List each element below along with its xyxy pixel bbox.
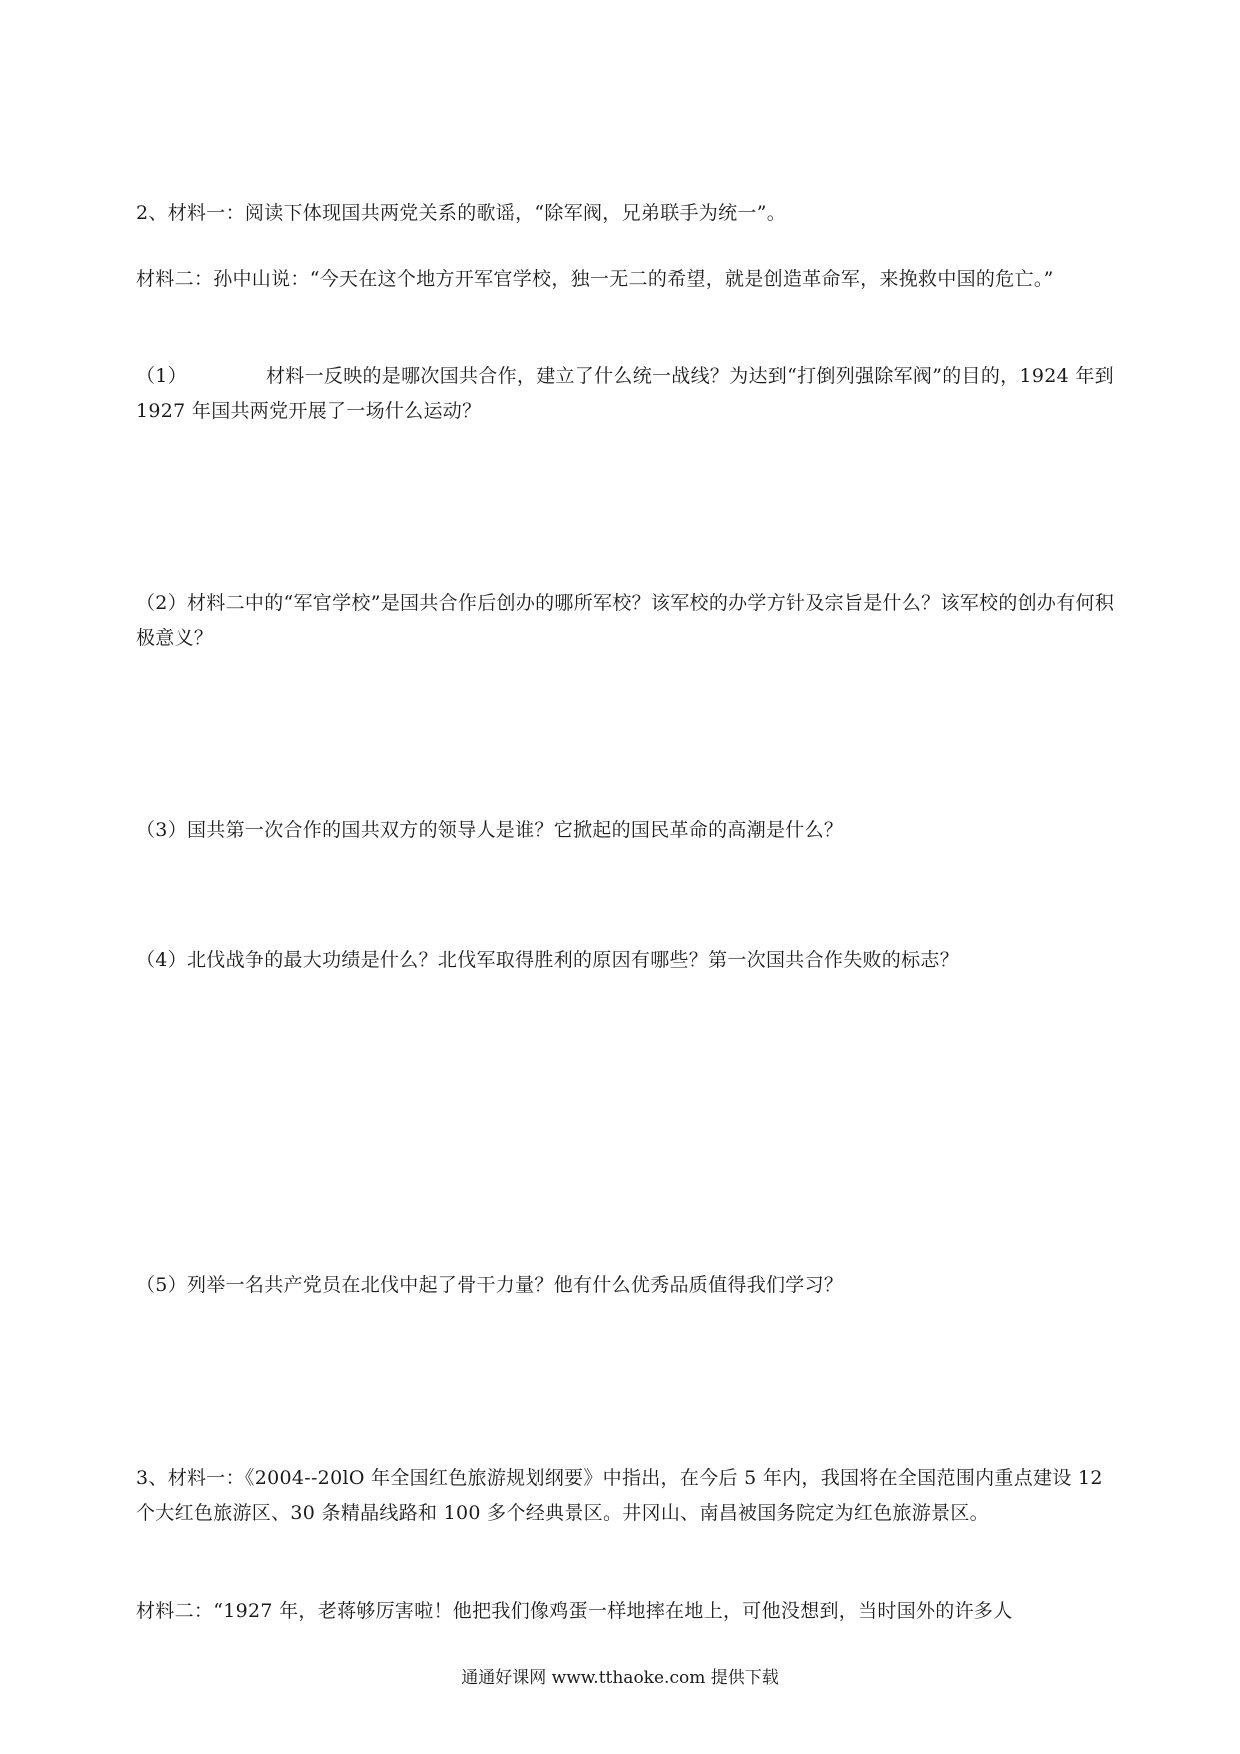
- q3-material-1: 3、材料一：《2004--20lO 年全国红色旅游规划纲要》中指出，在今后 5 年内，我国将在全国范围内重点建设 12 个大红色旅游区、30 条精晶线路和 100 多个经典景区。井冈山、南昌被国务院定为红色旅游景区。: [136, 1467, 1103, 1524]
- q2-subquestion-1-number: （1）: [136, 365, 187, 387]
- q2-material-2: 材料二：孙中山说：“今天在这个地方开军官学校，独一无二的希望，就是创造革命军，来挽救中国的危亡。”: [136, 268, 1054, 290]
- q2-subquestion-1-text: 材料一反映的是哪次国共合作，建立了什么统一战线？为达到“打倒列强除军阀”的目的，1924 年到 1927 年国共两党开展了一场什么运动？: [136, 365, 1114, 422]
- q2-material-1: 2、材料一：阅读下体现国共两党关系的歌谣，“除军阀，兄弟联手为统一”。: [136, 202, 787, 224]
- q3-material-2: 材料二：“1927 年，老蒋够厉害啦！他把我们像鸡蛋一样地摔在地上，可他没想到，当时国外的许多人: [136, 1600, 1013, 1622]
- q2-subquestion-1: [136, 359, 1121, 429]
- q2-subquestion-5: （5）列举一名共产党员在北伐中起了骨干力量？他有什么优秀品质值得我们学习？: [136, 1274, 844, 1296]
- page-footer: 通通好课网 www.tthaoke.com 提供下载: [461, 1668, 779, 1688]
- q2-subquestion-2: （2）材料二中的“军官学校”是国共合作后创办的哪所军校？该军校的办学方针及宗旨是什么？该军校的创办有何积极意义？: [136, 592, 1115, 649]
- q2-subquestion-3: （3）国共第一次合作的国共双方的领导人是谁？它掀起的国民革命的高潮是什么？: [136, 819, 844, 841]
- q2-subquestion-4: （4）北伐战争的最大功绩是什么？北伐军取得胜利的原因有哪些？第一次国共合作失败的标志？: [136, 949, 959, 971]
